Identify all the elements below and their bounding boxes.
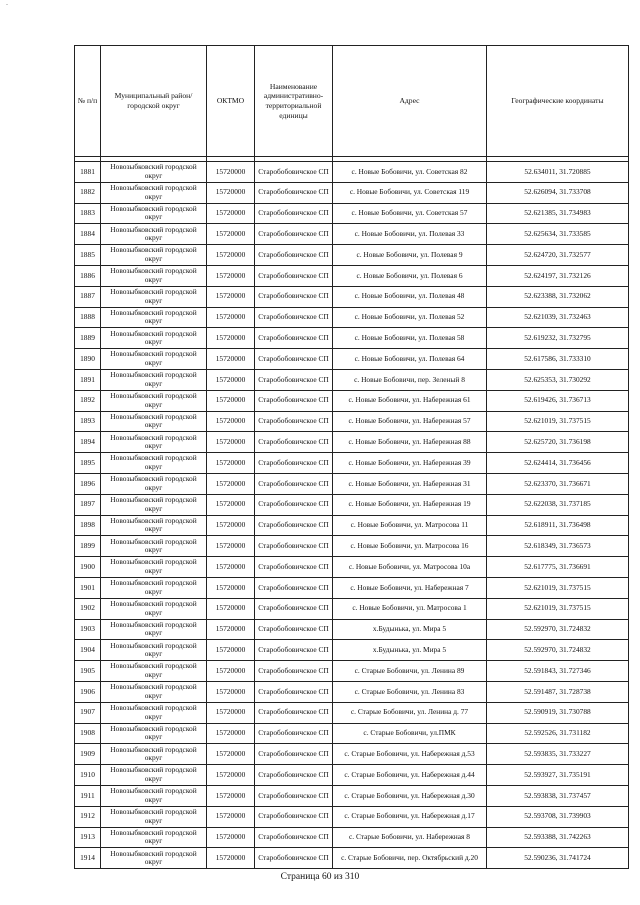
cell-num: 1902 (75, 598, 101, 619)
cell-municipality: Новозыбковский городской округ (101, 577, 207, 598)
cell-coords: 52.617775, 31.736691 (487, 557, 629, 578)
cell-num: 1910 (75, 765, 101, 786)
cell-admin-unit: Старобобовичское СП (255, 557, 333, 578)
header-municipality: Муниципальный район/городской округ (101, 46, 207, 157)
cell-address: с. Новые Бобовичи, ул. Матросова 1 (333, 598, 487, 619)
cell-num: 1913 (75, 827, 101, 848)
cell-coords: 52.591843, 31.727346 (487, 661, 629, 682)
table-row (75, 265, 629, 286)
cell-oktmo: 15720000 (207, 785, 255, 806)
cell-oktmo: 15720000 (207, 473, 255, 494)
cell-oktmo: 15720000 (207, 286, 255, 307)
cell-address: с. Новые Бобовичи, ул. Набережная 7 (333, 577, 487, 598)
table-row (75, 681, 629, 702)
cell-address: с. Новые Бобовичи, ул. Полевая 48 (333, 286, 487, 307)
cell-municipality: Новозыбковский городской округ (101, 182, 207, 203)
cell-municipality: Новозыбковский городской округ (101, 203, 207, 224)
cell-oktmo: 15720000 (207, 432, 255, 453)
cell-num: 1897 (75, 494, 101, 515)
register-table (74, 45, 629, 869)
table-row (75, 744, 629, 765)
cell-coords: 52.619232, 31.732795 (487, 328, 629, 349)
cell-address: с. Старые Бобовичи, ул. Набережная 8 (333, 827, 487, 848)
cell-municipality: Новозыбковский городской округ (101, 536, 207, 557)
cell-coords: 52.621385, 31.734983 (487, 203, 629, 224)
cell-admin-unit: Старобобовичское СП (255, 702, 333, 723)
cell-municipality: Новозыбковский городской округ (101, 328, 207, 349)
cell-municipality: Новозыбковский городской округ (101, 515, 207, 536)
cell-oktmo: 15720000 (207, 827, 255, 848)
table-row (75, 723, 629, 744)
cell-address: с. Новые Бобовичи, ул. Матросова 10а (333, 557, 487, 578)
table-row (75, 598, 629, 619)
cell-num: 1891 (75, 369, 101, 390)
cell-municipality: Новозыбковский городской округ (101, 494, 207, 515)
cell-admin-unit: Старобобовичское СП (255, 182, 333, 203)
cell-num: 1889 (75, 328, 101, 349)
cell-address: с. Старые Бобовичи, ул. Ленина 83 (333, 681, 487, 702)
cell-address: с. Новые Бобовичи, ул. Полевая 9 (333, 245, 487, 266)
cell-coords: 52.592970, 31.724832 (487, 640, 629, 661)
cell-address: с. Старые Бобовичи, ул. Набережная д.53 (333, 744, 487, 765)
cell-coords: 52.621019, 31.737515 (487, 598, 629, 619)
cell-oktmo: 15720000 (207, 640, 255, 661)
cell-address: х.Будынька, ул. Мира 5 (333, 619, 487, 640)
table-row (75, 619, 629, 640)
cell-num: 1895 (75, 453, 101, 474)
cell-num: 1906 (75, 681, 101, 702)
cell-municipality: Новозыбковский городской округ (101, 661, 207, 682)
cell-address: х.Будынька, ул. Мира 5 (333, 640, 487, 661)
cell-num: 1896 (75, 473, 101, 494)
cell-oktmo: 15720000 (207, 494, 255, 515)
table-row (75, 432, 629, 453)
cell-coords: 52.623388, 31.732062 (487, 286, 629, 307)
cell-oktmo: 15720000 (207, 390, 255, 411)
cell-oktmo: 15720000 (207, 744, 255, 765)
cell-municipality: Новозыбковский городской округ (101, 765, 207, 786)
table-row (75, 473, 629, 494)
cell-admin-unit: Старобобовичское СП (255, 432, 333, 453)
cell-admin-unit: Старобобовичское СП (255, 286, 333, 307)
cell-oktmo: 15720000 (207, 328, 255, 349)
header-num: № п/п (75, 46, 101, 157)
table-row (75, 536, 629, 557)
table-row (75, 515, 629, 536)
cell-oktmo: 15720000 (207, 369, 255, 390)
cell-municipality: Новозыбковский городской округ (101, 848, 207, 869)
cell-coords: 52.593708, 31.739903 (487, 806, 629, 827)
cell-coords: 52.626094, 31.733708 (487, 182, 629, 203)
cell-num: 1903 (75, 619, 101, 640)
cell-municipality: Новозыбковский городской округ (101, 411, 207, 432)
cell-num: 1900 (75, 557, 101, 578)
table-row (75, 224, 629, 245)
cell-address: с. Новые Бобовичи, ул. Набережная 61 (333, 390, 487, 411)
cell-address: с. Старые Бобовичи, ул. Набережная д.17 (333, 806, 487, 827)
table-row (75, 661, 629, 682)
cell-coords: 52.591487, 31.728738 (487, 681, 629, 702)
cell-oktmo: 15720000 (207, 577, 255, 598)
cell-address: с. Новые Бобовичи, ул. Полевая 52 (333, 307, 487, 328)
cell-coords: 52.618349, 31.736573 (487, 536, 629, 557)
cell-address: с. Новые Бобовичи, ул. Набережная 57 (333, 411, 487, 432)
cell-oktmo: 15720000 (207, 411, 255, 432)
cell-coords: 52.618911, 31.736498 (487, 515, 629, 536)
cell-num: 1888 (75, 307, 101, 328)
cell-address: с. Старые Бобовичи, ул.ПМК (333, 723, 487, 744)
header-admin-unit: Наименование административно-территориальной единицы (255, 46, 333, 157)
header-oktmo: ОКТМО (207, 46, 255, 157)
cell-admin-unit: Старобобовичское СП (255, 577, 333, 598)
cell-oktmo: 15720000 (207, 557, 255, 578)
cell-num: 1886 (75, 265, 101, 286)
cell-coords: 52.621019, 31.737515 (487, 411, 629, 432)
cell-municipality: Новозыбковский городской округ (101, 723, 207, 744)
cell-municipality: Новозыбковский городской округ (101, 785, 207, 806)
cell-num: 1887 (75, 286, 101, 307)
cell-coords: 52.624197, 31.732126 (487, 265, 629, 286)
cell-municipality: Новозыбковский городской округ (101, 245, 207, 266)
table-row (75, 848, 629, 869)
table-row (75, 494, 629, 515)
table-row (75, 369, 629, 390)
cell-admin-unit: Старобобовичское СП (255, 453, 333, 474)
cell-coords: 52.623370, 31.736671 (487, 473, 629, 494)
cell-num: 1883 (75, 203, 101, 224)
cell-admin-unit: Старобобовичское СП (255, 661, 333, 682)
table-header-row (75, 46, 629, 157)
table-row (75, 806, 629, 827)
table-row (75, 245, 629, 266)
cell-num: 1905 (75, 661, 101, 682)
scan-corner-mark: - (6, 2, 8, 8)
cell-admin-unit: Старобобовичское СП (255, 369, 333, 390)
cell-admin-unit: Старобобовичское СП (255, 827, 333, 848)
cell-num: 1898 (75, 515, 101, 536)
table-row (75, 557, 629, 578)
table-row (75, 328, 629, 349)
cell-address: с. Новые Бобовичи, ул. Полевая 64 (333, 349, 487, 370)
cell-admin-unit: Старобобовичское СП (255, 473, 333, 494)
cell-municipality: Новозыбковский городской округ (101, 390, 207, 411)
cell-oktmo: 15720000 (207, 702, 255, 723)
cell-admin-unit: Старобобовичское СП (255, 785, 333, 806)
cell-num: 1901 (75, 577, 101, 598)
cell-municipality: Новозыбковский городской округ (101, 806, 207, 827)
cell-municipality: Новозыбковский городской округ (101, 557, 207, 578)
cell-oktmo: 15720000 (207, 349, 255, 370)
table-row (75, 162, 629, 183)
cell-admin-unit: Старобобовичское СП (255, 723, 333, 744)
cell-municipality: Новозыбковский городской округ (101, 681, 207, 702)
cell-admin-unit: Старобобовичское СП (255, 328, 333, 349)
cell-oktmo: 15720000 (207, 536, 255, 557)
cell-coords: 52.593927, 31.735191 (487, 765, 629, 786)
cell-municipality: Новозыбковский городской округ (101, 432, 207, 453)
cell-admin-unit: Старобобовичское СП (255, 307, 333, 328)
cell-admin-unit: Старобобовичское СП (255, 224, 333, 245)
table-row (75, 827, 629, 848)
cell-address: с. Новые Бобовичи, ул. Полевая 58 (333, 328, 487, 349)
cell-address: с. Старые Бобовичи, ул. Набережная д.30 (333, 785, 487, 806)
cell-coords: 52.625634, 31.733585 (487, 224, 629, 245)
cell-admin-unit: Старобобовичское СП (255, 390, 333, 411)
cell-municipality: Новозыбковский городской округ (101, 640, 207, 661)
cell-admin-unit: Старобобовичское СП (255, 640, 333, 661)
cell-oktmo: 15720000 (207, 681, 255, 702)
cell-oktmo: 15720000 (207, 848, 255, 869)
cell-admin-unit: Старобобовичское СП (255, 536, 333, 557)
cell-address: с. Новые Бобовичи, ул. Набережная 19 (333, 494, 487, 515)
cell-coords: 52.590236, 31.741724 (487, 848, 629, 869)
cell-admin-unit: Старобобовичское СП (255, 411, 333, 432)
cell-oktmo: 15720000 (207, 723, 255, 744)
cell-coords: 52.621019, 31.737515 (487, 577, 629, 598)
cell-oktmo: 15720000 (207, 307, 255, 328)
cell-address: с. Новые Бобовичи, ул. Полевая 33 (333, 224, 487, 245)
cell-coords: 52.593835, 31.733227 (487, 744, 629, 765)
cell-coords: 52.625720, 31.736198 (487, 432, 629, 453)
cell-address: с. Новые Бобовичи, ул. Полевая 6 (333, 265, 487, 286)
cell-coords: 52.619426, 31.736713 (487, 390, 629, 411)
cell-coords: 52.593388, 31.742263 (487, 827, 629, 848)
cell-address: с. Новые Бобовичи, ул. Матросова 16 (333, 536, 487, 557)
cell-num: 1914 (75, 848, 101, 869)
cell-address: с. Старые Бобовичи, ул. Набережная д.44 (333, 765, 487, 786)
cell-num: 1893 (75, 411, 101, 432)
cell-num: 1909 (75, 744, 101, 765)
cell-address: с. Новые Бобовичи, ул. Советская 82 (333, 162, 487, 183)
table-row (75, 411, 629, 432)
cell-admin-unit: Старобобовичское СП (255, 245, 333, 266)
cell-num: 1908 (75, 723, 101, 744)
cell-oktmo: 15720000 (207, 806, 255, 827)
cell-num: 1899 (75, 536, 101, 557)
cell-address: с. Старые Бобовичи, пер. Октябрьский д.20 (333, 848, 487, 869)
table-row (75, 785, 629, 806)
cell-coords: 52.590919, 31.730788 (487, 702, 629, 723)
cell-oktmo: 15720000 (207, 162, 255, 183)
cell-oktmo: 15720000 (207, 661, 255, 682)
cell-municipality: Новозыбковский городской округ (101, 286, 207, 307)
cell-address: с. Новые Бобовичи, ул. Набережная 88 (333, 432, 487, 453)
cell-admin-unit: Старобобовичское СП (255, 349, 333, 370)
cell-coords: 52.624414, 31.736456 (487, 453, 629, 474)
table-row (75, 307, 629, 328)
cell-admin-unit: Старобобовичское СП (255, 515, 333, 536)
cell-oktmo: 15720000 (207, 453, 255, 474)
cell-coords: 52.622038, 31.737185 (487, 494, 629, 515)
cell-oktmo: 15720000 (207, 765, 255, 786)
cell-address: с. Старые Бобовичи, ул. Ленина 89 (333, 661, 487, 682)
cell-num: 1885 (75, 245, 101, 266)
cell-oktmo: 15720000 (207, 265, 255, 286)
cell-municipality: Новозыбковский городской округ (101, 349, 207, 370)
cell-oktmo: 15720000 (207, 619, 255, 640)
cell-municipality: Новозыбковский городской округ (101, 162, 207, 183)
table-row (75, 577, 629, 598)
cell-municipality: Новозыбковский городской округ (101, 307, 207, 328)
cell-municipality: Новозыбковский городской округ (101, 744, 207, 765)
table-row (75, 286, 629, 307)
cell-num: 1881 (75, 162, 101, 183)
cell-coords: 52.593838, 31.737457 (487, 785, 629, 806)
cell-coords: 52.621039, 31.732463 (487, 307, 629, 328)
table-row (75, 390, 629, 411)
cell-admin-unit: Старобобовичское СП (255, 494, 333, 515)
cell-admin-unit: Старобобовичское СП (255, 265, 333, 286)
cell-municipality: Новозыбковский городской округ (101, 453, 207, 474)
cell-coords: 52.624720, 31.732577 (487, 245, 629, 266)
cell-address: с. Новые Бобовичи, ул. Набережная 31 (333, 473, 487, 494)
header-coords: Географические координаты (487, 46, 629, 157)
table-row (75, 203, 629, 224)
cell-oktmo: 15720000 (207, 515, 255, 536)
table-row (75, 349, 629, 370)
cell-coords: 52.634011, 31.720885 (487, 162, 629, 183)
table-row (75, 702, 629, 723)
cell-admin-unit: Старобобовичское СП (255, 619, 333, 640)
cell-coords: 52.592526, 31.731182 (487, 723, 629, 744)
cell-num: 1904 (75, 640, 101, 661)
cell-admin-unit: Старобобовичское СП (255, 162, 333, 183)
cell-admin-unit: Старобобовичское СП (255, 806, 333, 827)
cell-municipality: Новозыбковский городской округ (101, 369, 207, 390)
cell-address: с. Старые Бобовичи, ул. Ленина д. 77 (333, 702, 487, 723)
cell-admin-unit: Старобобовичское СП (255, 681, 333, 702)
cell-admin-unit: Старобобовичское СП (255, 744, 333, 765)
cell-num: 1912 (75, 806, 101, 827)
cell-admin-unit: Старобобовичское СП (255, 765, 333, 786)
cell-oktmo: 15720000 (207, 182, 255, 203)
cell-coords: 52.592970, 31.724832 (487, 619, 629, 640)
cell-oktmo: 15720000 (207, 203, 255, 224)
cell-coords: 52.617586, 31.733310 (487, 349, 629, 370)
page-number: Страница 60 из 310 (280, 872, 360, 882)
cell-admin-unit: Старобобовичское СП (255, 598, 333, 619)
cell-coords: 52.625353, 31.730292 (487, 369, 629, 390)
cell-address: с. Новые Бобовичи, ул. Советская 119 (333, 182, 487, 203)
cell-num: 1890 (75, 349, 101, 370)
table-row (75, 640, 629, 661)
cell-num: 1882 (75, 182, 101, 203)
table-row (75, 765, 629, 786)
cell-oktmo: 15720000 (207, 224, 255, 245)
cell-address: с. Новые Бобовичи, ул. Советская 57 (333, 203, 487, 224)
cell-oktmo: 15720000 (207, 245, 255, 266)
cell-address: с. Новые Бобовичи, ул. Набережная 39 (333, 453, 487, 474)
cell-num: 1907 (75, 702, 101, 723)
cell-municipality: Новозыбковский городской округ (101, 827, 207, 848)
header-address: Адрес (333, 46, 487, 157)
cell-num: 1892 (75, 390, 101, 411)
cell-num: 1894 (75, 432, 101, 453)
table-row (75, 182, 629, 203)
cell-admin-unit: Старобобовичское СП (255, 848, 333, 869)
cell-municipality: Новозыбковский городской округ (101, 702, 207, 723)
cell-num: 1911 (75, 785, 101, 806)
cell-admin-unit: Старобобовичское СП (255, 203, 333, 224)
cell-num: 1884 (75, 224, 101, 245)
cell-oktmo: 15720000 (207, 598, 255, 619)
cell-address: с. Новые Бобовичи, пер. Зеленый 8 (333, 369, 487, 390)
cell-municipality: Новозыбковский городской округ (101, 598, 207, 619)
table-row (75, 453, 629, 474)
cell-municipality: Новозыбковский городской округ (101, 265, 207, 286)
cell-municipality: Новозыбковский городской округ (101, 473, 207, 494)
cell-municipality: Новозыбковский городской округ (101, 224, 207, 245)
cell-municipality: Новозыбковский городской округ (101, 619, 207, 640)
cell-address: с. Новые Бобовичи, ул. Матросова 11 (333, 515, 487, 536)
